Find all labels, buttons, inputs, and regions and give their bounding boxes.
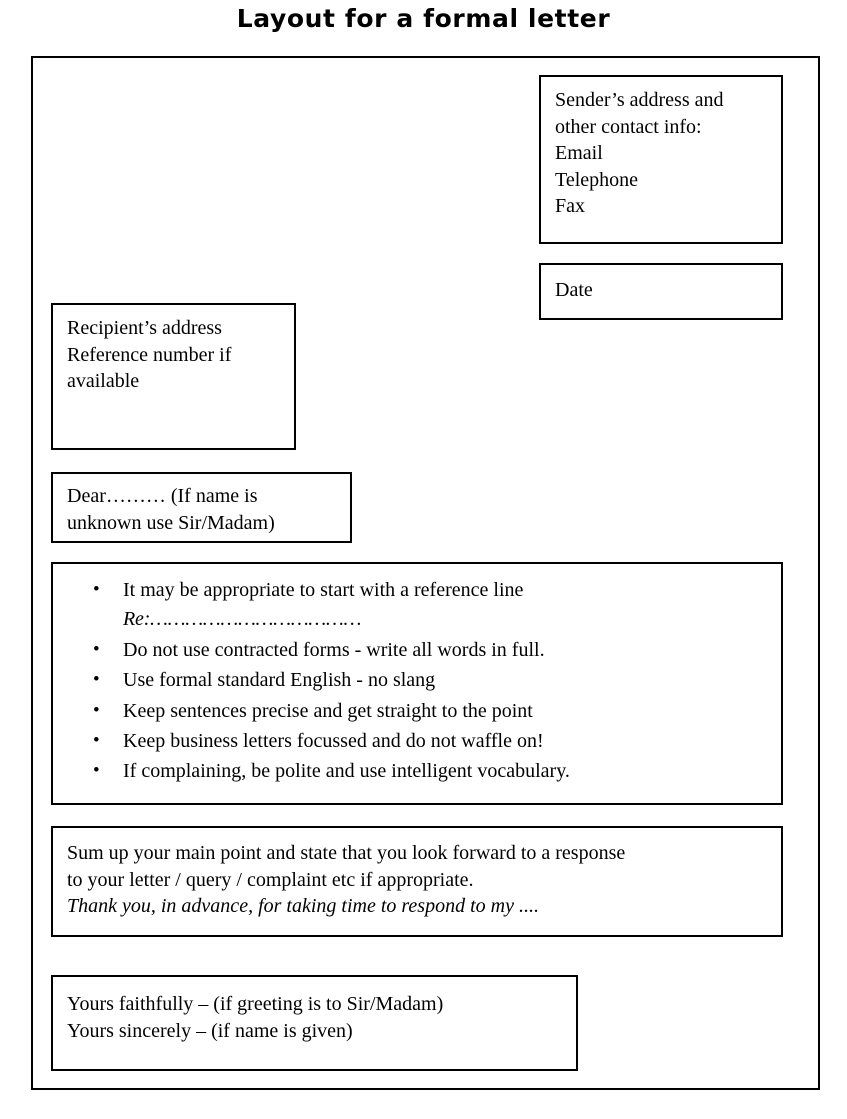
greeting-line-1: Dear……… (If name is [67,485,258,507]
closing-line-1: Sum up your main point and state that you look forward to a response [67,842,626,864]
sender-address-box [539,75,783,244]
date-label: Date [555,279,593,301]
signoff-line-2: Yours sincerely – (if name is given) [67,1019,353,1042]
body-tips-list [65,576,769,787]
signoff-box [51,975,578,1071]
page-title: Layout for a formal letter [236,4,611,33]
recipient-line-1: Recipient’s address [67,317,222,339]
sender-line-2: other contact info: [555,115,702,138]
bullet-icon: • [93,579,100,600]
closing-line-3-italic: Thank you, in advance, for taking time to respond to my .... [67,895,539,918]
body-tips-box [51,562,783,805]
greeting-line-2: unknown use Sir/Madam) [67,511,275,534]
bullet-icon: • [93,669,100,691]
greeting-box [51,472,352,543]
recipient-address-box [51,303,296,450]
list-item [93,727,769,756]
tip-text: Use formal standard English - no slang [123,669,436,692]
bullet-icon: • [93,760,100,782]
bullet-icon: • [93,699,100,721]
date-box [539,263,783,320]
bullet-icon: • [93,638,100,660]
recipient-line-3: available [67,370,140,393]
closing-paragraph-box [51,826,783,937]
tip-text: Do not use contracted forms - write all words in full. [123,638,545,661]
list-item [93,697,769,726]
list-item [93,636,769,665]
tip-text: Keep sentences precise and get straight to the point [123,699,533,722]
bullet-icon: • [93,729,100,751]
tip-reference-line: Re:……………………………… [123,608,362,631]
sender-line-5: Fax [555,195,585,218]
recipient-line-2: Reference number if [67,343,232,366]
tip-text: It may be appropriate to start with a reference line [123,579,524,601]
list-item [93,757,769,786]
tip-text: Keep business letters focussed and do not waffle on! [123,729,544,752]
sender-line-3: Email [555,142,603,165]
list-item [93,666,769,695]
list-item [93,576,769,635]
sender-line-4: Telephone [555,168,639,191]
closing-line-2: to your letter / query / complaint etc if appropriate. [67,868,474,891]
tip-text: If complaining, be polite and use intelligent vocabulary. [123,760,570,783]
sender-line-1: Sender’s address and [555,89,724,111]
signoff-line-1: Yours faithfully – (if greeting is to Sir/Madam) [67,993,444,1015]
